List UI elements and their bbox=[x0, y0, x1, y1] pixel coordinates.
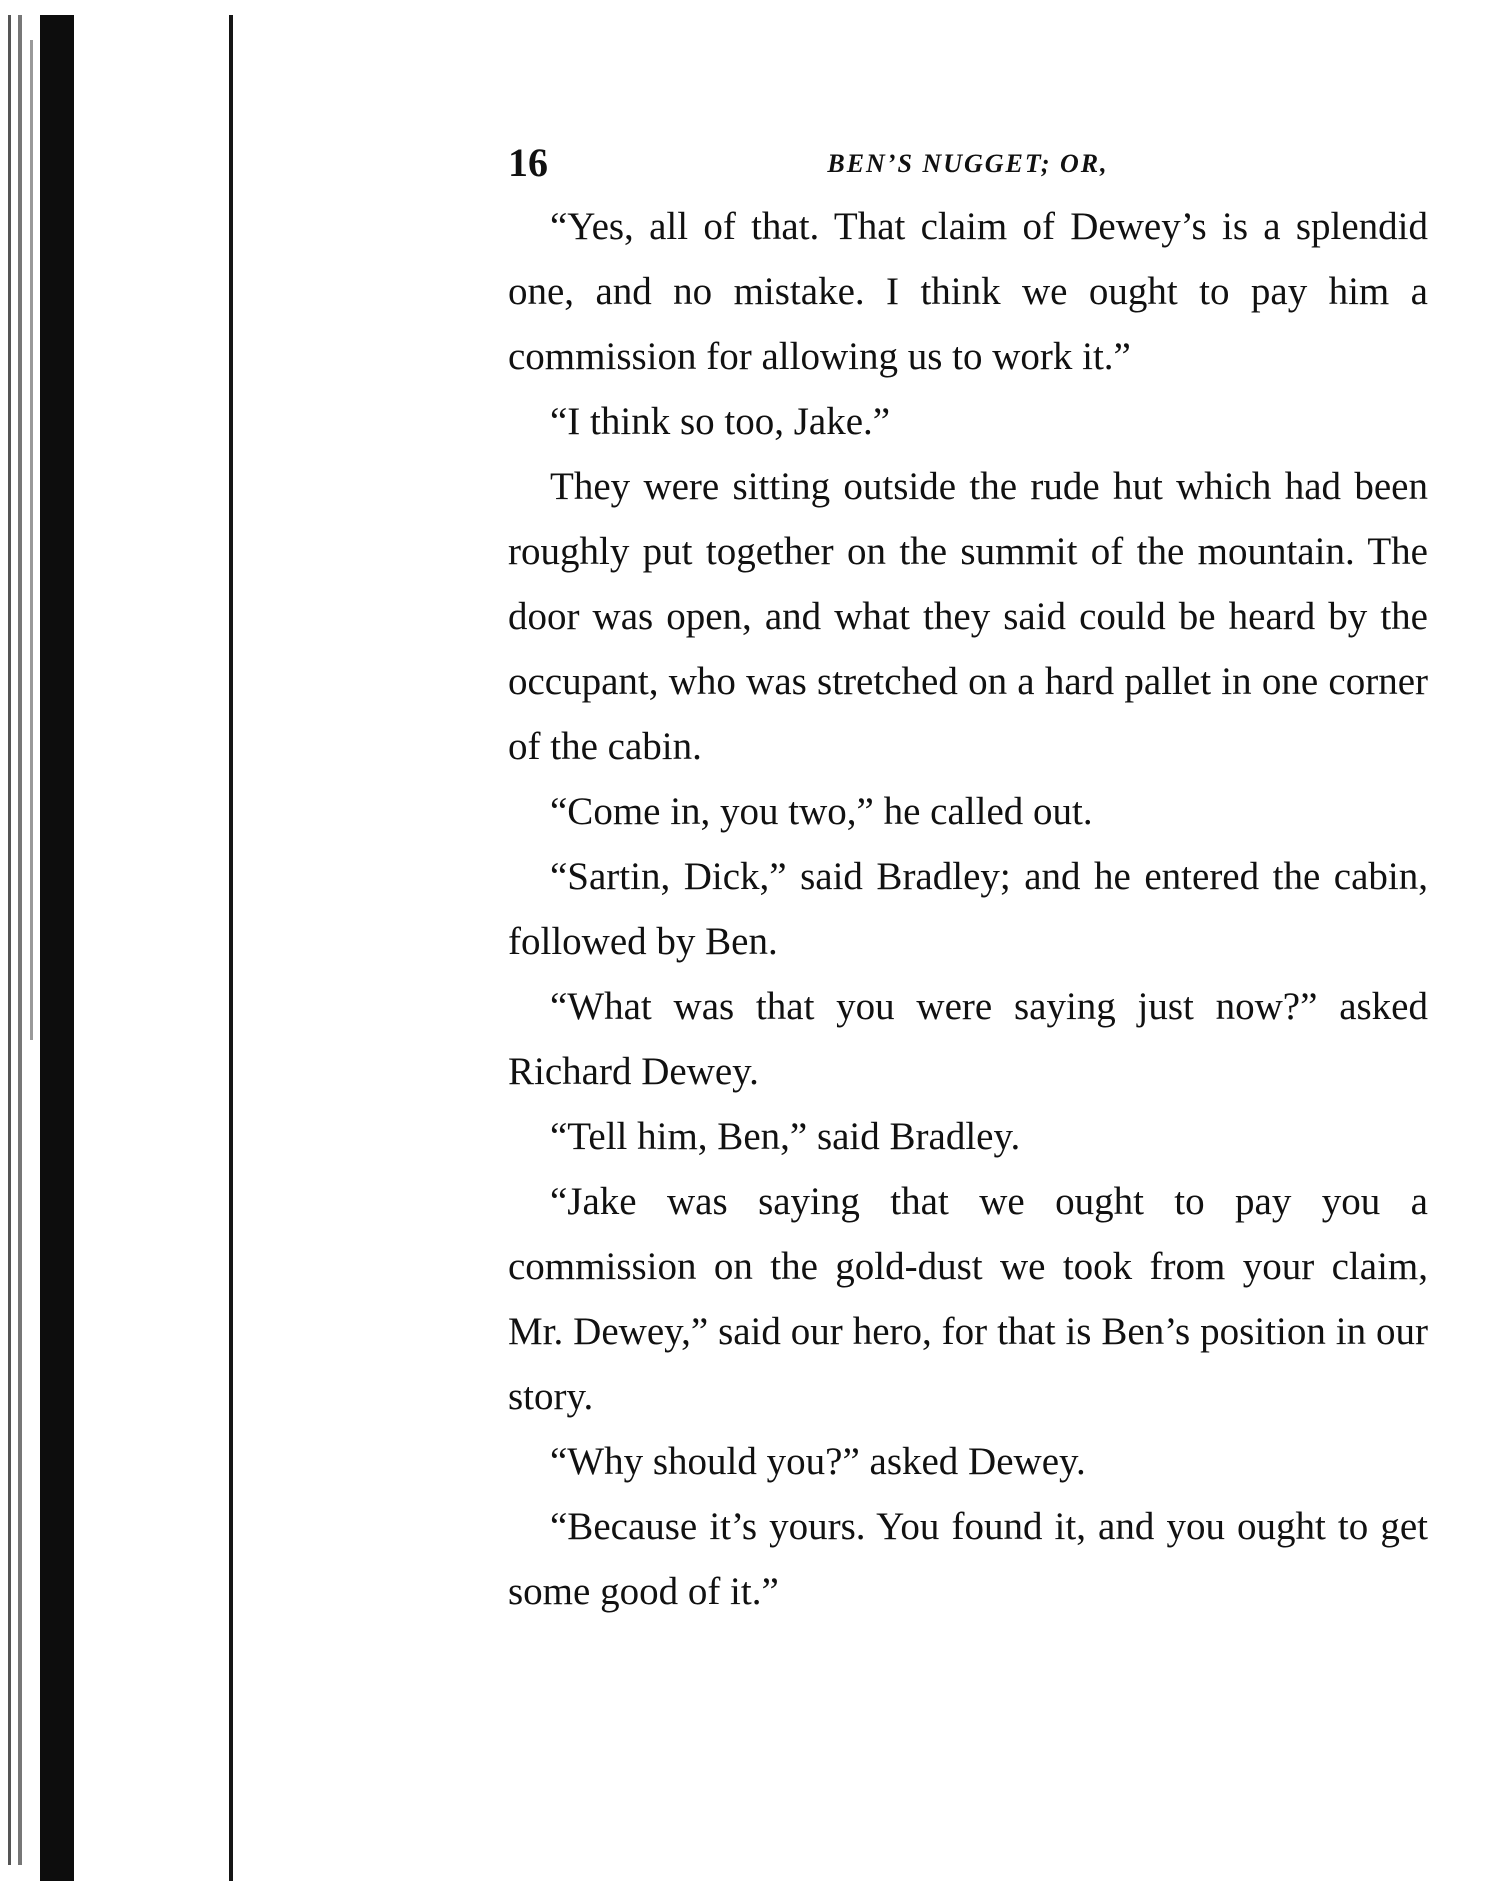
running-title: BEN’S NUGGET; OR, bbox=[827, 149, 1109, 178]
paragraph-6: “What was that you were saying just now?” asked Richard Dewey. bbox=[508, 985, 1428, 1093]
binding-shadow-thin-3 bbox=[30, 40, 33, 1040]
running-head bbox=[508, 138, 1428, 188]
page-body bbox=[508, 194, 1428, 1624]
book-page bbox=[508, 138, 1428, 1624]
binding-shadow-thin-2 bbox=[18, 15, 22, 1865]
page-number: 16 bbox=[508, 140, 548, 185]
page-gutter-line bbox=[229, 15, 233, 1881]
scanned-binding-edge bbox=[0, 0, 240, 1881]
paragraph-5: “Sartin, Dick,” said Bradley; and he entered the cabin, followed by Ben. bbox=[508, 855, 1428, 963]
paragraph-3: They were sitting outside the rude hut which had been roughly put together on the summit of the mountain. The door was open, and what they said could be heard by the occupant, who was stretched on a hard pallet in one corner of the cabin. bbox=[508, 465, 1428, 768]
binding-shadow-thin-1 bbox=[8, 15, 11, 1865]
paragraph-10: “Because it’s yours. You found it, and you ought to get some good of it.” bbox=[508, 1505, 1428, 1613]
paragraph-1: “Yes, all of that. That claim of Dewey’s is a splendid one, and no mistake. I think we ought to pay him a commission for allowing us to work it.” bbox=[508, 205, 1428, 378]
paragraph-2: “I think so too, Jake.” bbox=[550, 400, 891, 443]
paragraph-8: “Jake was saying that we ought to pay you a commission on the gold-dust we took from your claim, Mr. Dewey,” said our hero, for that is Ben’s position in our story. bbox=[508, 1180, 1428, 1418]
paragraph-9: “Why should you?” asked Dewey. bbox=[550, 1440, 1086, 1483]
binding-shadow-thick bbox=[40, 15, 74, 1881]
paragraph-7: “Tell him, Ben,” said Bradley. bbox=[550, 1115, 1021, 1158]
paragraph-4: “Come in, you two,” he called out. bbox=[550, 790, 1093, 833]
